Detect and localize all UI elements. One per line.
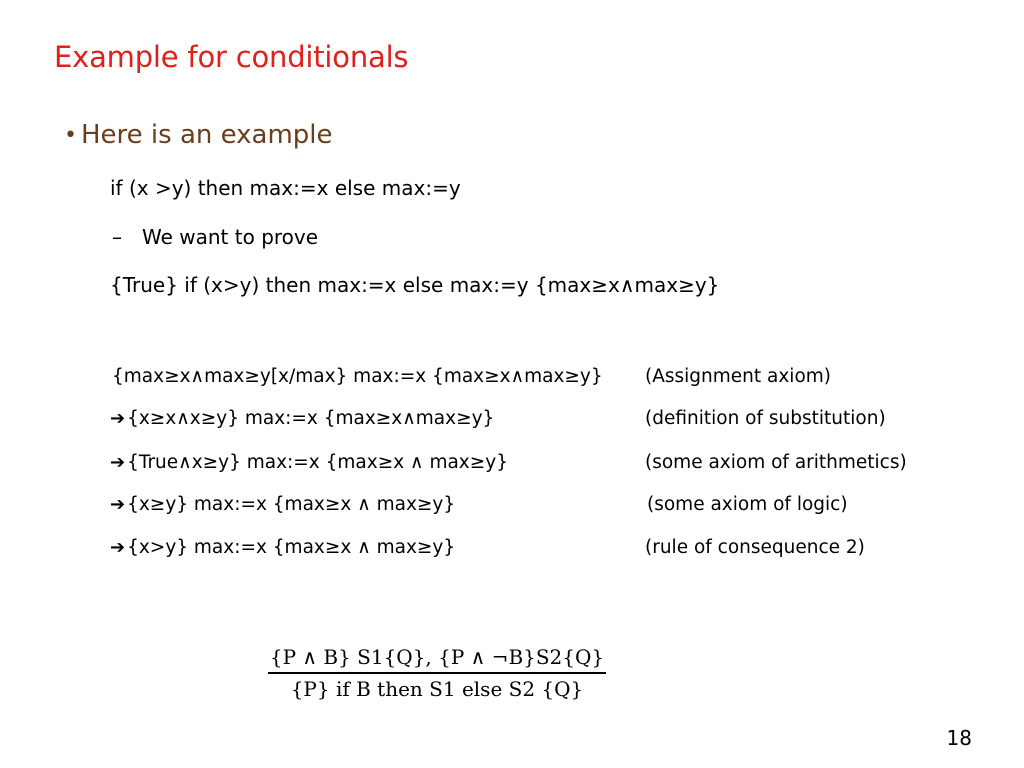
step-formula: {max≥x∧max≥y[x/max} max:=x {max≥x∧max≥y} xyxy=(112,366,603,387)
proof-step xyxy=(110,452,508,473)
bullet-glyph: • xyxy=(64,122,77,148)
proof-step xyxy=(110,537,455,558)
slide-title: Example for conditionals xyxy=(54,40,409,74)
arrow-icon: ➔ xyxy=(110,494,126,515)
arrow-icon: ➔ xyxy=(110,452,126,473)
bullet-text: Here is an example xyxy=(80,120,333,150)
step-formula: {x≥y} max:=x {max≥x ∧ max≥y} xyxy=(127,494,456,515)
step-formula: {True∧x≥y} max:=x {max≥x ∧ max≥y} xyxy=(127,452,508,473)
proof-step xyxy=(110,494,455,515)
step-justification: (Assignment axiom) xyxy=(645,366,832,387)
step-justification: (some axiom of arithmetics) xyxy=(645,452,907,473)
step-formula: {x≥x∧x≥y} max:=x {max≥x∧max≥y} xyxy=(127,408,495,429)
sub-item-text: We want to prove xyxy=(142,225,319,249)
rule-premises: {P ∧ B} S1{Q}, {P ∧ ¬B}S2{Q} xyxy=(269,645,605,669)
code-line: if (x >y) then max:=x else max:=y xyxy=(110,176,461,200)
step-justification: (rule of consequence 2) xyxy=(645,537,865,558)
inference-rule xyxy=(262,645,612,701)
step-formula: {x>y} max:=x {max≥x ∧ max≥y} xyxy=(127,537,456,558)
rule-conclusion: {P} if B then S1 else S2 {Q} xyxy=(290,676,584,701)
bullet-item xyxy=(64,120,333,150)
arrow-icon: ➔ xyxy=(110,408,126,429)
step-justification: (some axiom of logic) xyxy=(647,494,848,515)
sub-item xyxy=(112,225,318,249)
arrow-icon: ➔ xyxy=(110,537,126,558)
proof-goal: {True} if (x>y) then max:=x else max:=y {max≥x∧max≥y} xyxy=(110,273,720,297)
page-number: 18 xyxy=(946,726,972,750)
proof-step xyxy=(110,366,603,387)
step-justification: (definition of substitution) xyxy=(645,408,886,429)
proof-step xyxy=(110,408,494,429)
dash-glyph: – xyxy=(112,225,122,249)
